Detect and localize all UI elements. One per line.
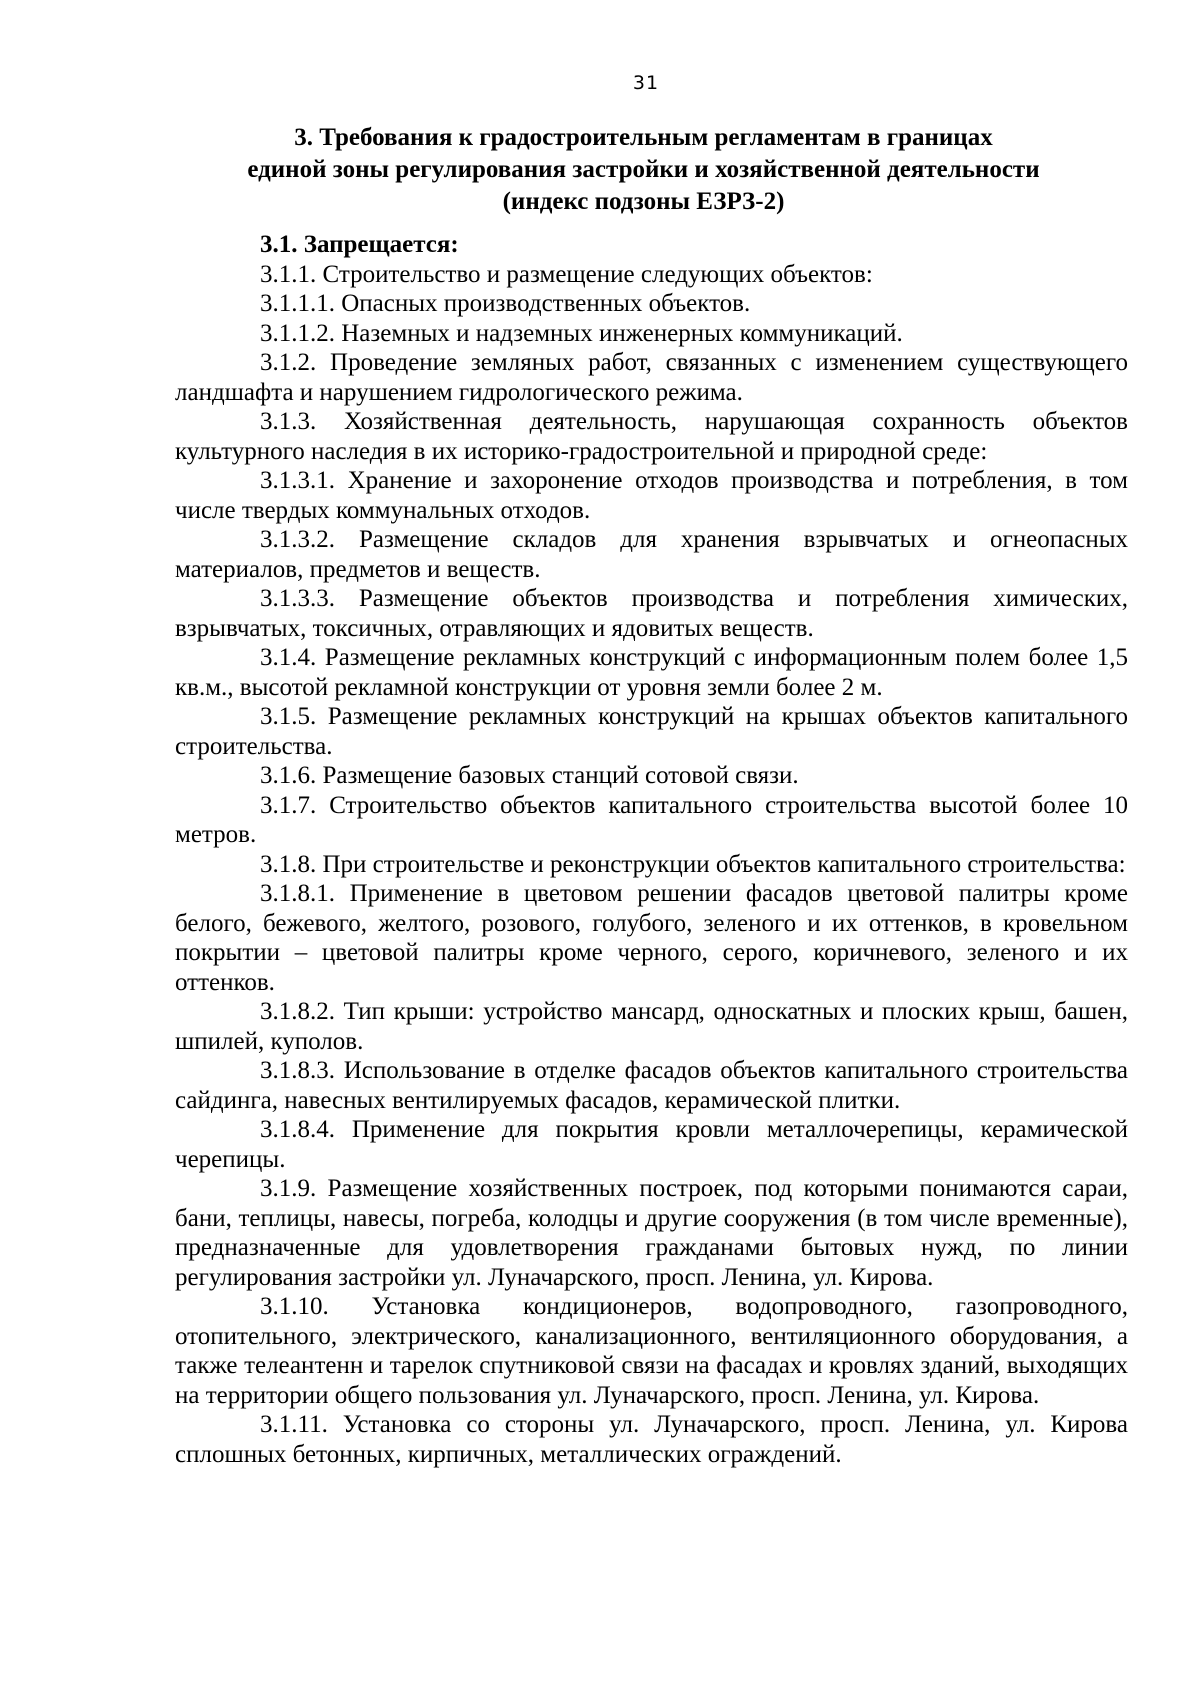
section-heading-line: единой зоны регулирования застройки и хозяйственной деятельности (247, 156, 1040, 183)
paragraph: 3.1.1. Строительство и размещение следующих объектов: (260, 260, 873, 288)
subsection-title: 3.1. Запрещается: (260, 231, 459, 258)
paragraph: 3.1.1.2. Наземных и надземных инженерных коммуникаций. (260, 319, 903, 347)
paragraph: 3.1.8.4. Применение для покрытия кровли металлочерепицы, керамической черепицы. (175, 1116, 1128, 1173)
paragraph: 3.1.7. Строительство объектов капитального строительства высотой более 10 метров. (175, 791, 1128, 848)
paragraph: 3.1.2. Проведение земляных работ, связанных с изменением существующего ландшафта и нарушением гидрологического режима. (175, 349, 1128, 406)
section-heading-line: 3. Требования к градостроительным регламентам в границах (294, 124, 993, 151)
paragraph: 3.1.6. Размещение базовых станций сотовой связи. (260, 762, 799, 789)
paragraph: 3.1.8.1. Применение в цветовом решении фасадов цветовой палитры кроме белого, бежевого, желтого, розового, голубого, зеленого и их оттенков, в кровельном покрытии – цветовой палитры кроме черного, серого, коричневого, зеленого и их оттенков. (175, 880, 1128, 996)
document-body (175, 230, 1128, 1469)
paragraph: 3.1.3.1. Хранение и захоронение отходов производства и потребления, в том числе твердых коммунальных отходов. (175, 467, 1128, 524)
page-number: 31 (632, 72, 660, 94)
paragraph: 3.1.4. Размещение рекламных конструкций с информационным полем более 1,5 кв.м., высотой рекламной конструкции от уровня земли более 2 м. (175, 644, 1128, 701)
paragraph: 3.1.5. Размещение рекламных конструкций на крышах объектов капитального строительства. (175, 703, 1128, 760)
paragraph: 3.1.8.2. Тип крыши: устройство мансард, односкатных и плоских крыш, башен, шпилей, куполов. (175, 998, 1128, 1055)
paragraph: 3.1.11. Установка со стороны ул. Луначарского, просп. Ленина, ул. Кирова сплошных бетонных, кирпичных, металлических ограждений. (175, 1411, 1128, 1468)
section-heading (160, 122, 1127, 218)
paragraph: 3.1.8. При строительстве и реконструкции объектов капитального строительства: (260, 850, 1126, 878)
paragraph: 3.1.8.3. Использование в отделке фасадов объектов капитального строительства сайдинга, навесных вентилируемых фасадов, керамической плитки. (175, 1057, 1128, 1114)
paragraph: 3.1.9. Размещение хозяйственных построек, под которыми понимаются сараи, бани, теплицы, навесы, погреба, колодцы и другие сооружения (в том числе временные), предназначенные для удовлетворения гражданами бытовых нужд, по линии регулирования застройки ул. Луначарского, просп. Ленина, ул. Кирова. (175, 1175, 1128, 1291)
paragraph: 3.1.1.1. Опасных производственных объектов. (260, 290, 751, 317)
paragraph: 3.1.3.3. Размещение объектов производства и потребления химических, взрывчатых, токсичных, отравляющих и ядовитых веществ. (175, 585, 1128, 642)
paragraph: 3.1.3. Хозяйственная деятельность, нарушающая сохранность объектов культурного наследия в их историко-градостроительной и природной среде: (175, 408, 1128, 465)
section-heading-line: (индекс подзоны ЕЗРЗ-2) (502, 188, 785, 215)
paragraph: 3.1.10. Установка кондиционеров, водопроводного, газопроводного, отопительного, электрического, канализационного, вентиляционного оборудования, а также телеантенн и тарелок спутниковой связи на фасадах и кровлях зданий, выходящих на территории общего пользования ул. Луначарского, просп. Ленина, ул. Кирова. (175, 1293, 1128, 1409)
paragraph: 3.1.3.2. Размещение складов для хранения взрывчатых и огнеопасных материалов, предметов и веществ. (175, 526, 1128, 583)
